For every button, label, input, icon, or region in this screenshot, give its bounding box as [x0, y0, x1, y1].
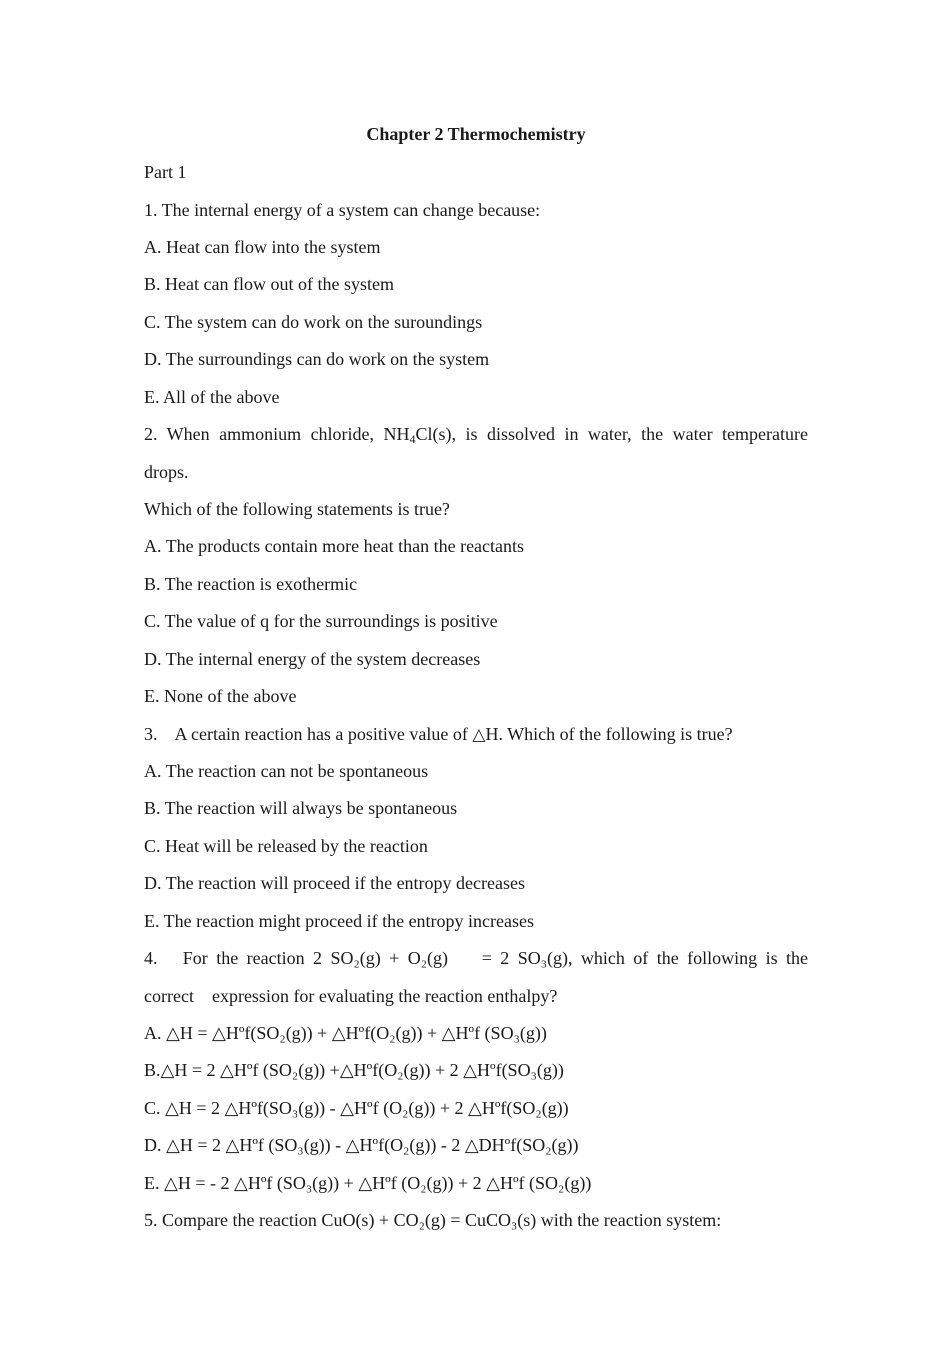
- q2-option-b: B. The reaction is exothermic: [144, 574, 358, 594]
- q4-stem-continued: correct expression for evaluating the reaction enthalpy?: [144, 986, 558, 1006]
- q1-option-e: E. All of the above: [144, 387, 280, 407]
- q3-option-d: D. The reaction will proceed if the entropy decreases: [144, 873, 526, 893]
- q3-option-c: C. Heat will be released by the reaction: [144, 836, 428, 856]
- q4-option-b: B.△H = 2 △Hºf (SO₂(g)) +△Hºf(O₂(g)) + 2 △Hºf(SO₃(g)): [144, 1060, 564, 1080]
- q4-option-d: D. △H = 2 △Hºf (SO₃(g)) - △Hºf(O₂(g)) - 2 △DHºf(SO₂(g)): [144, 1135, 579, 1155]
- q3-option-b: B. The reaction will always be spontaneous: [144, 798, 458, 818]
- q2-question: Which of the following statements is true?: [144, 499, 450, 519]
- delta-triangle-icon: △: [472, 725, 486, 745]
- q2-option-c: C. The value of q for the surroundings is positive: [144, 611, 498, 631]
- q3-stem-part-a: 3. A certain reaction has a positive value of: [144, 724, 473, 744]
- q3-stem: [144, 723, 733, 746]
- q1-option-c: C. The system can do work on the suroundings: [144, 312, 483, 332]
- q1-option-a: A. Heat can flow into the system: [144, 237, 381, 257]
- q3-option-e: E. The reaction might proceed if the entropy increases: [144, 911, 535, 931]
- chapter-title: Chapter 2 Thermochemistry: [366, 124, 586, 144]
- q3-option-a: A. The reaction can not be spontaneous: [144, 761, 429, 781]
- q2-stem-part-a: 2. When ammonium chloride, NH: [144, 424, 410, 444]
- q2-option-d: D. The internal energy of the system decreases: [144, 649, 481, 669]
- q5-stem: 5. Compare the reaction CuO(s) + CO₂(g) = CuCO₃(s) with the reaction system:: [144, 1210, 722, 1230]
- q2-stem-part-b: Cl(s), is dissolved in water, the water temperature: [415, 424, 808, 444]
- q3-stem-part-b: H. Which of the following is true?: [485, 724, 733, 744]
- q1-option-b: B. Heat can flow out of the system: [144, 274, 394, 294]
- q2-stem-subscript: 4: [409, 432, 416, 446]
- q4-option-a: A. △H = △Hºf(SO₂(g)) + △Hºf(O₂(g)) + △Hºf (SO₃(g)): [144, 1023, 547, 1043]
- q2-stem: [144, 423, 808, 445]
- q4-stem: 4. For the reaction 2 SO₂(g) + O₂(g) = 2 SO₃(g), which of the following is the: [144, 948, 808, 968]
- q2-option-a: A. The products contain more heat than the reactants: [144, 536, 525, 556]
- q2-option-e: E. None of the above: [144, 686, 297, 706]
- q4-option-c: C. △H = 2 △Hºf(SO₃(g)) - △Hºf (O₂(g)) + 2 △Hºf(SO₂(g)): [144, 1098, 569, 1118]
- part-label: Part 1: [144, 162, 187, 182]
- q1-stem: 1. The internal energy of a system can change because:: [144, 200, 541, 220]
- q2-stem-continued: drops.: [144, 462, 189, 482]
- q1-option-d: D. The surroundings can do work on the system: [144, 349, 490, 369]
- q4-option-e: E. △H = - 2 △Hºf (SO₃(g)) + △Hºf (O₂(g)) + 2 △Hºf (SO₂(g)): [144, 1173, 592, 1193]
